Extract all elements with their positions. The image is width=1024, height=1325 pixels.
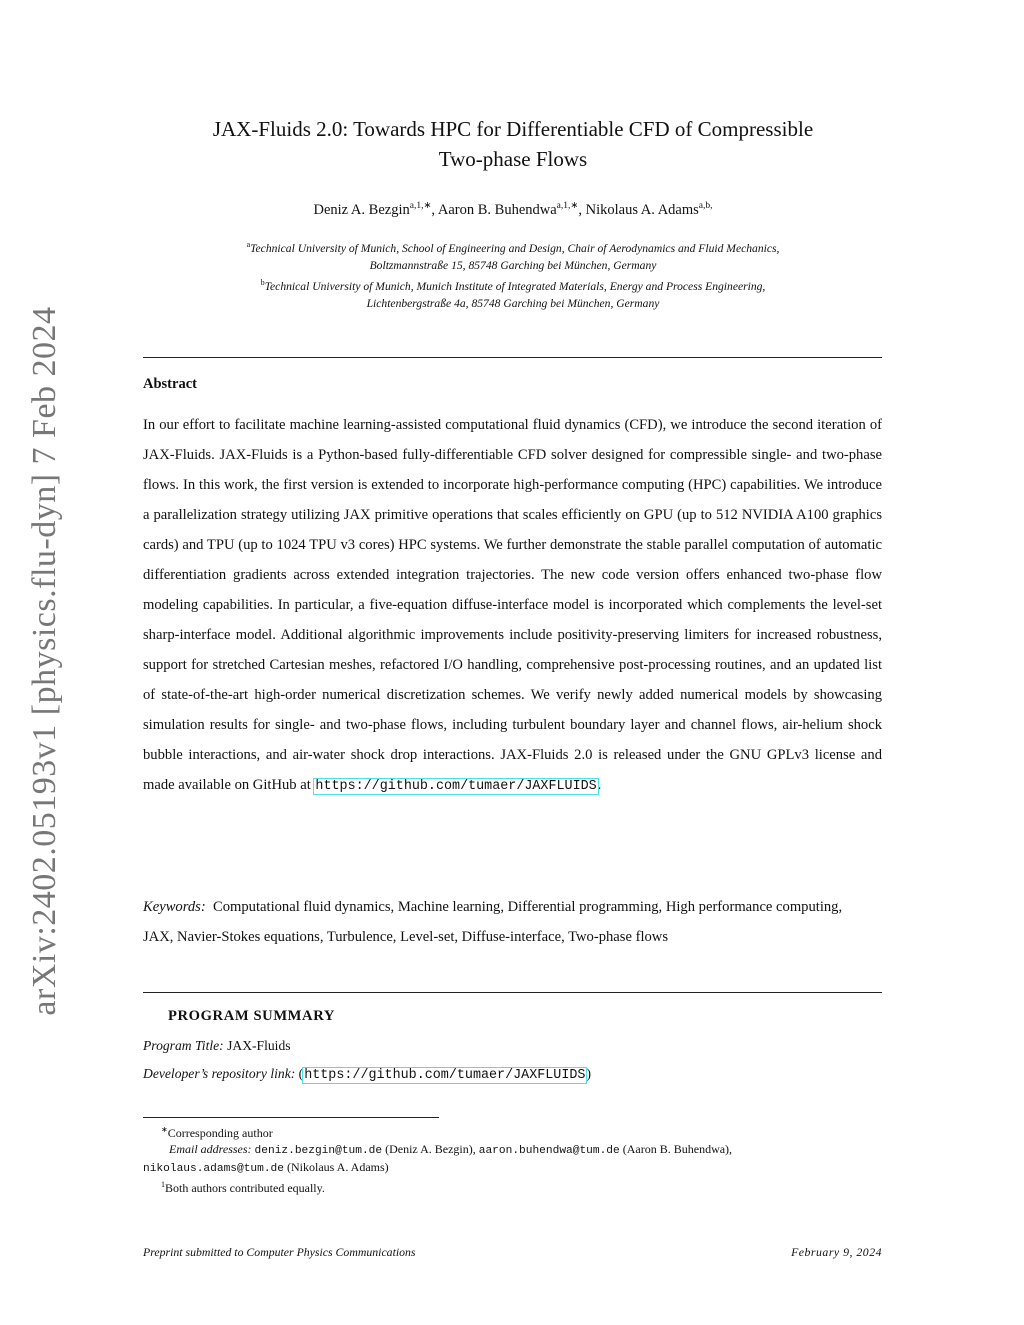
author-separator: , — [431, 201, 438, 218]
footer-journal: Preprint submitted to Computer Physics Communications — [143, 1245, 416, 1259]
affiliation-line: Technical University of Munich, School of Engineering and Design, Chair of Aerodynamics and Fluid Mechanics, — [250, 241, 780, 255]
affiliation-mark: a — [246, 240, 251, 249]
affiliation-line: Technical University of Munich, Munich Institute of Integrated Materials, Energy and Process Engineering, — [264, 279, 766, 293]
email-label: Email addresses: — [169, 1142, 252, 1156]
title-line-2: Two-phase Flows — [438, 147, 588, 171]
program-title-label: Program Title: — [143, 1038, 224, 1053]
footnote-text: Corresponding author — [167, 1126, 273, 1140]
footnote-mark: ∗ — [161, 1125, 168, 1134]
repo-close: ) — [586, 1066, 591, 1081]
github-link[interactable]: https://github.com/tumaer/JAXFLUIDS — [315, 779, 597, 794]
divider-bottom — [143, 992, 882, 993]
footnotes — [143, 1122, 882, 1196]
footnote-text: Both authors contributed equally. — [165, 1181, 325, 1195]
abstract-text: In our effort to facilitate machine learning-assisted computational fluid dynamics (CFD), we introduce the second iteration of JAX-Fluids. JAX-Fluids is a Python-based fully-differentiable CFD solver designed for compressible single- and two-phase flows. In this work, the first version is extended to incorporate high-performance computing (HPC) capabilities. We introduce a parallelization strategy utilizing JAX primitive operations that scales efficiently on GPU (up to 512 NVIDIA A100 graphics cards) and TPU (up to 1024 TPU v3 cores) HPC systems. We further demonstrate the stable parallel computation of automatic differentiation gradients across extended integration trajectories. The new code version offers enhanced two-phase flow modeling capabilities. In particular, a five-equation diffuse-interface model is incorporated which complements the level-set sharp-interface model. Additional algorithmic improvements include positivity-preserving limiters for increased robustness, support for stretched Cartesian meshes, refactored I/O handling, comprehensive post-processing routines, and an updated list of state-of-the-art high-order numerical discretization schemes. We verify newly added numerical models by showcasing simulation results for single- and two-phase flows, including turbulent boundary layer and channel flows, air-helium shock bubble interactions, and air-water shock drop interactions. JAX-Fluids 2.0 is released under the GNU GPLv3 license and made available on GitHub at — [143, 417, 882, 793]
affiliations — [143, 236, 883, 312]
repo-link[interactable]: https://github.com/tumaer/JAXFLUIDS — [304, 1068, 586, 1083]
program-summary-heading: PROGRAM SUMMARY — [168, 1008, 335, 1024]
program-title-value: JAX-Fluids — [227, 1038, 291, 1053]
footnote-mark: 1 — [161, 1180, 165, 1189]
affiliation-a-address: Boltzmannstraße 15, 85748 Garching bei München, Germany — [369, 258, 657, 272]
footnote-emails — [143, 1141, 882, 1159]
footnote-emails-cont — [143, 1159, 882, 1177]
keywords-label: Keywords: — [143, 899, 206, 915]
repo-line — [143, 1066, 591, 1083]
repo-label: Developer’s repository link: — [143, 1066, 296, 1081]
author-separator: , — [578, 201, 586, 218]
repo-open: ( — [298, 1066, 304, 1081]
program-title-line — [143, 1038, 291, 1054]
affiliation-a — [143, 236, 883, 257]
author-affil-mark: a,b, — [698, 201, 713, 211]
author-affil-mark: a,1,∗ — [556, 201, 579, 211]
email-owner: (Aaron B. Buhendwa), — [622, 1142, 733, 1156]
author-name: Deniz A. Bezgin — [313, 201, 410, 218]
abstract-heading: Abstract — [143, 376, 197, 392]
author-affil-mark: a,1,∗ — [409, 201, 432, 211]
footnote-corresponding — [143, 1122, 882, 1141]
email-address[interactable]: deniz.bezgin@tum.de — [254, 1145, 383, 1157]
paper-title — [143, 114, 883, 174]
affiliation-b — [143, 274, 883, 295]
email-owner: (Deniz A. Bezgin), — [385, 1142, 476, 1156]
abstract-end: . — [597, 777, 602, 793]
email-address[interactable]: nikolaus.adams@tum.de — [143, 1163, 284, 1175]
footer-date: February 9, 2024 — [791, 1245, 882, 1259]
abstract-body — [143, 410, 882, 802]
arxiv-stamp: arXiv:2402.05193v1 [physics.flu-dyn] 7 Feb 2024 — [26, 306, 63, 1016]
author-list — [143, 200, 883, 219]
author-name: Aaron B. Buhendwa — [437, 201, 557, 218]
author-name: Nikolaus A. Adams — [585, 201, 699, 218]
keywords-text: Computational fluid dynamics, Machine learning, Differential programming, High performance computing, JAX, Navier-Stokes equations, Turbulence, Level-set, Diffuse-interface, Two-phase flows — [143, 899, 843, 945]
keywords — [143, 892, 843, 952]
title-line-1: JAX-Fluids 2.0: Towards HPC for Differentiable CFD of Compressible — [212, 117, 814, 141]
email-owner: (Nikolaus A. Adams) — [287, 1160, 389, 1174]
affiliation-b-address: Lichtenbergstraße 4a, 85748 Garching bei München, Germany — [366, 296, 660, 310]
affiliation-mark: b — [260, 277, 265, 287]
footnote-rule — [143, 1117, 439, 1118]
email-address[interactable]: aaron.buhendwa@tum.de — [478, 1145, 620, 1157]
footnote-equal — [143, 1177, 882, 1196]
divider-top — [143, 357, 882, 358]
